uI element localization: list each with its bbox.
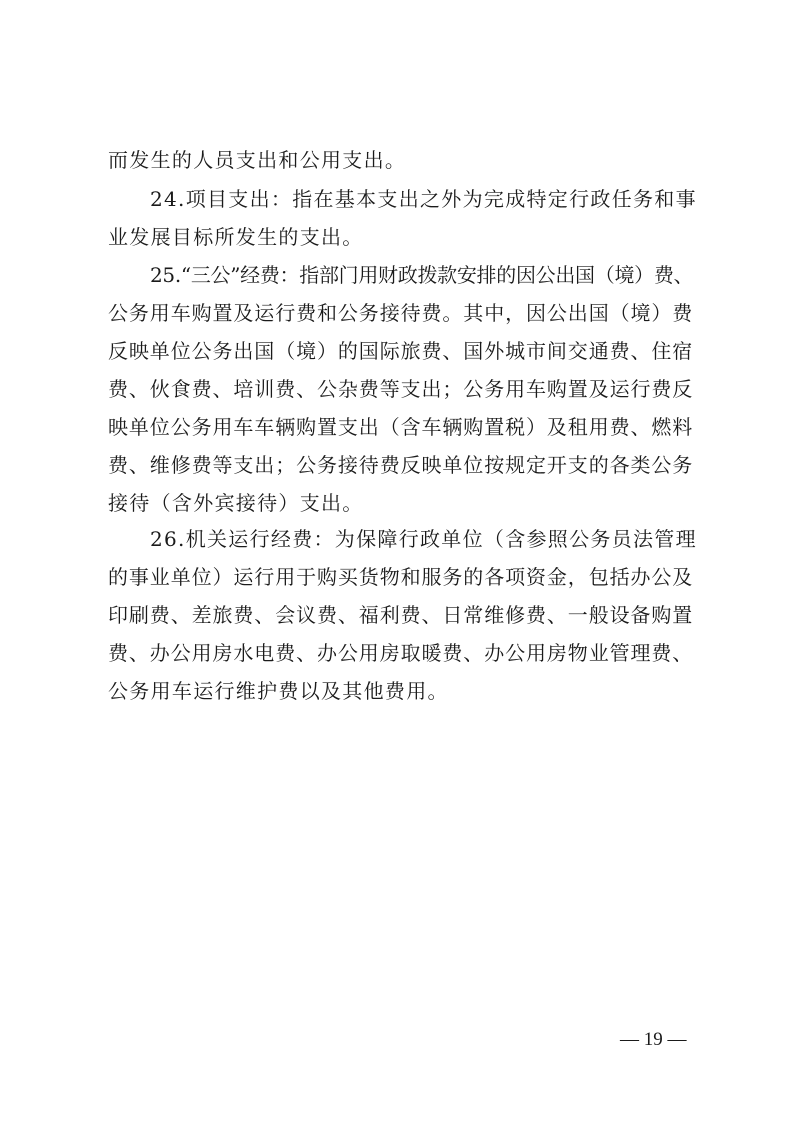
paragraph-line-item-24: 24.项目支出：指在基本支出之外为完成特定行政任务和事 xyxy=(150,187,697,211)
paragraph-line: 业发展目标所发生的支出。 xyxy=(108,225,364,249)
paragraph-line: 公务用车运行维护费以及其他费用。 xyxy=(108,679,449,703)
page-number: — 19 — xyxy=(620,1029,687,1050)
paragraph-line: 接待（含外宾接待）支出。 xyxy=(108,491,364,515)
paragraph-line: 公务用车购置及运行费和公务接待费。其中，因公出国（境）费 xyxy=(108,301,694,325)
paragraph-line: 费、办公用房水电费、办公用房取暖费、办公用房物业管理费、 xyxy=(108,641,694,665)
paragraph-line: 反映单位公务出国（境）的国际旅费、国外城市间交通费、住宿 xyxy=(108,339,694,363)
paragraph-line: 映单位公务用车车辆购置支出（含车辆购置税）及租用费、燃料 xyxy=(108,415,694,439)
paragraph-line: 费、伙食费、培训费、公杂费等支出；公务用车购置及运行费反 xyxy=(108,377,694,401)
paragraph-line: 印刷费、差旅费、会议费、福利费、日常维修费、一般设备购置 xyxy=(108,603,694,627)
paragraph-line: 的事业单位）运行用于购买货物和服务的各项资金，包括办公及 xyxy=(108,565,694,589)
paragraph-line: 费、维修费等支出；公务接待费反映单位按规定开支的各类公务 xyxy=(108,453,694,477)
paragraph-line: 而发生的人员支出和公用支出。 xyxy=(108,148,407,172)
paragraph-line-item-25: 25.“三公”经费：指部门用财政拨款安排的因公出国（境）费、 xyxy=(150,263,694,287)
paragraph-line-item-26: 26.机关运行经费：为保障行政单位（含参照公务员法管理 xyxy=(150,527,697,551)
